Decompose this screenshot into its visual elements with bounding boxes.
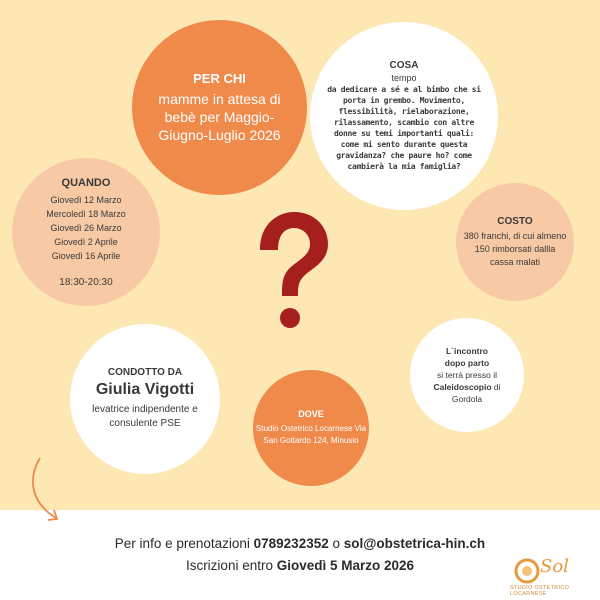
costo-circle xyxy=(456,183,574,301)
per-chi-heading: PER CHI xyxy=(193,71,246,86)
logo-name: Sol xyxy=(540,556,569,577)
costo-heading: COSTO xyxy=(497,215,533,227)
quando-time: 18:30-20:30 xyxy=(59,276,113,288)
logo-subtitle: STUDIO OSTETRICO LOCARNESE xyxy=(510,585,570,597)
question-mark-icon xyxy=(246,208,336,338)
incontro-text xyxy=(433,345,500,405)
incontro-line1: L`incontro xyxy=(445,346,488,356)
condotto-heading: CONDOTTO DA xyxy=(107,367,183,378)
incontro-line2: dopo parto xyxy=(444,358,490,368)
info-middle: o xyxy=(328,536,344,551)
cosa-text: da dedicare a sé e al bimbo che si porta in grembo. Movimento, flessibilità, rielaborazione, rilassamento, scambio con altre donne su temi importanti quali: come mi sento durante questa gravidanza? che paure ho? come cambierà la mia famiglia? xyxy=(327,85,481,171)
iscrizioni-date: Giovedì 5 Marzo 2026 xyxy=(276,558,415,573)
dove-heading: DOVE xyxy=(298,409,324,419)
incontro-line5: Gordola xyxy=(451,394,483,404)
per-chi-circle xyxy=(132,20,307,195)
per-chi-text: mamme in attesa di bebè per Maggio-Giugno-Luglio 2026 xyxy=(158,91,281,143)
condotto-text: levatrice indipendente e consulente PSE xyxy=(92,404,198,429)
quando-heading: QUANDO xyxy=(61,176,111,189)
incontro-place: Caleidoscopio xyxy=(433,382,492,392)
quando-date: Giovedì 12 Marzo xyxy=(50,194,122,205)
info-phone: 0789232352 xyxy=(253,536,329,551)
quando-date: Giovedì 2 Aprile xyxy=(54,236,118,247)
incontro-line4: di xyxy=(491,382,501,392)
condotto-circle xyxy=(70,324,220,474)
info-line xyxy=(0,536,600,551)
costo-text: 380 franchi, di cui almeno 150 rimborsati dallla cassa malati xyxy=(463,230,567,267)
cosa-circle xyxy=(310,22,498,210)
quando-date: Mercoledì 18 Marzo xyxy=(46,208,126,219)
info-prefix: Per info e prenotazioni xyxy=(114,536,254,551)
incontro-circle xyxy=(410,318,524,432)
info-email: sol@obstetrica-hin.ch xyxy=(343,536,486,551)
dove-circle xyxy=(253,370,369,486)
arrow-icon xyxy=(26,456,66,526)
quando-circle xyxy=(12,158,160,306)
iscrizioni-prefix: Iscrizioni entro xyxy=(185,558,277,573)
quando-date: Giovedì 26 Marzo xyxy=(50,222,122,233)
cosa-heading: COSA xyxy=(389,60,419,71)
incontro-line3: si terrà presso il xyxy=(436,370,497,380)
quando-date: Giovedì 16 Aprile xyxy=(51,250,121,261)
condotto-name: Giulia Vigotti xyxy=(95,381,195,398)
cosa-subheading: tempo xyxy=(391,73,417,83)
dove-text: Studio Ostetrico Locarnese Via San Gottardo 124, Minusio xyxy=(255,424,367,445)
